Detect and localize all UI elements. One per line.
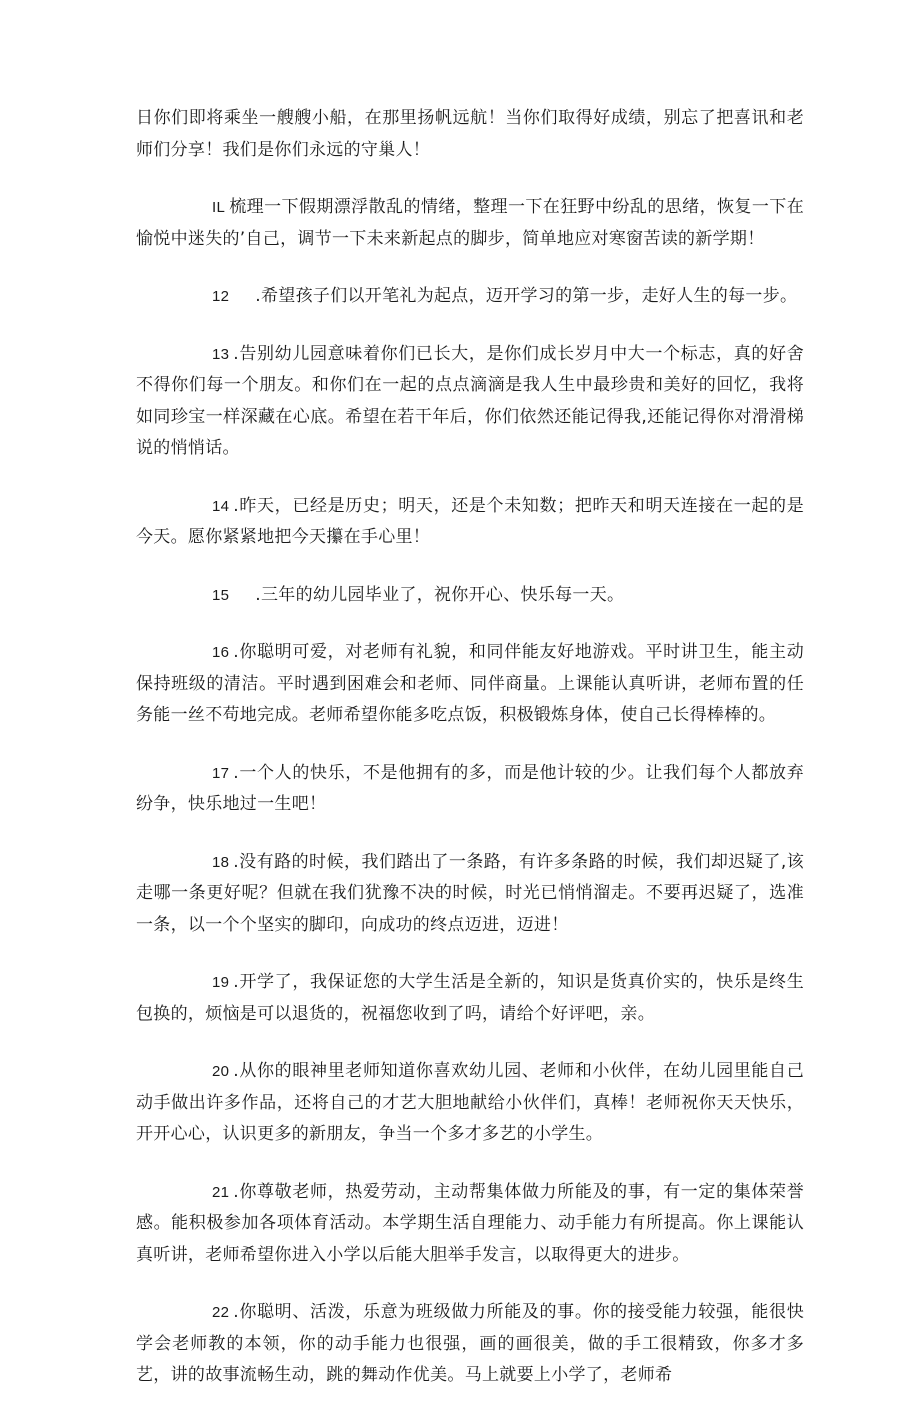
- paragraph: [136, 847, 804, 942]
- paragraph-text: 日你们即将乘坐一艘艘小船，在那里扬帆远航！当你们取得好成绩，别忘了把喜讯和老师们分享！我们是你们永远的守巢人！: [136, 108, 804, 160]
- paragraph: [136, 103, 804, 166]
- paragraph-text: .从你的眼神里老师知道你喜欢幼儿园、老师和小伙伴，在幼儿园里能自己动手做出许多作品，还将自己的才艺大胆地献给小伙伴们，真棒！老师祝你天天快乐，开开心心，认识更多的新朋友，争当一个多才多艺的小学生。: [136, 1061, 804, 1144]
- paragraph-number: 19: [212, 974, 230, 991]
- paragraph: [136, 281, 804, 313]
- paragraph: [136, 1297, 804, 1392]
- paragraph-number: 17: [212, 764, 230, 782]
- paragraph-text: .一个人的快乐，不是他拥有的多，而是他计较的少。让我们每个人都放弃纷争，快乐地过一生吧！: [136, 762, 804, 814]
- paragraph-text: .开学了，我保证您的大学生活是全新的，知识是货真价实的，快乐是终生包换的，烦恼是可以退货的，祝福您收到了吗，请给个好评吧，亲。: [136, 972, 804, 1024]
- paragraph: [136, 491, 804, 554]
- paragraph: [136, 758, 804, 821]
- paragraph-text: .希望孩子们以开笔礼为起点，迈开学习的第一步，走好人生的每一步。: [255, 286, 798, 306]
- paragraph-number: 22: [212, 1304, 230, 1321]
- paragraph-number: 14: [212, 497, 230, 515]
- paragraph-number: IL: [212, 199, 226, 216]
- paragraph-text: .你聪明可爱，对老师有礼貌，和同伴能友好地游戏。平时讲卫生，能主动保持班级的清洁。平时遇到困难会和老师、同伴商量。上课能认真听讲，老师布置的任务能一丝不苟地完成。老师希望你能多吃点饭，积极锻炼身体，使自己长得棒棒的。: [136, 642, 804, 725]
- paragraph: [136, 1056, 804, 1151]
- paragraph-text: .告别幼儿园意味着你们已长大，是你们成长岁月中大一个标志，真的好舍不得你们每一个朋友。和你们在一起的点点滴滴是我人生中最珍贵和美好的回忆，我将如同珍宝一样深藏在心底。希望在若干年后，你们依然还能记得我,还能记得你对滑滑梯说的悄悄话。: [136, 343, 804, 458]
- document-body: [136, 103, 804, 1418]
- paragraph-text: .三年的幼儿园毕业了，祝你开心、快乐每一天。: [255, 584, 625, 605]
- paragraph: [136, 339, 804, 465]
- paragraph-text: .你尊敬老师，热爱劳动，主动帮集体做力所能及的事，有一定的集体荣誉感。能积极参加各项体育活动。本学期生活自理能力、动手能力有所提高。你上课能认真听讲，老师希望你进入小学以后能大胆举手发言，以取得更大的进步。: [136, 1181, 804, 1265]
- paragraph-number: 16: [212, 644, 230, 661]
- paragraph-number: 20: [212, 1063, 230, 1080]
- paragraph-number: 21: [212, 1183, 230, 1201]
- paragraph-text: .昨天，已经是历史；明天，还是个未知数；把昨天和明天连接在一起的是今天。愿你紧紧地把今天攥在手心里！: [136, 495, 804, 547]
- paragraph-text: .没有路的时候，我们踏出了一条路，有许多条路的时候，我们却迟疑了,该走哪一条更好呢？但就在我们犹豫不决的时候，时光已悄悄溜走。不要再迟疑了，选准一条，以一个个坚实的脚印，向成功的终点迈进，迈进！: [136, 851, 804, 935]
- paragraph: [136, 967, 804, 1030]
- paragraph-number: 18: [212, 853, 230, 871]
- paragraph-number: 13: [212, 345, 230, 363]
- paragraph: [136, 192, 804, 255]
- paragraph: [136, 637, 804, 732]
- paragraph-text: .你聪明、活泼，乐意为班级做力所能及的事。你的接受能力较强，能很快学会老师教的本领，你的动手能力也很强，画的画很美，做的手工很精致，你多才多艺，讲的故事流畅生动，跳的舞动作优美。马上就要上小学了，老师希: [136, 1302, 804, 1385]
- paragraph: [136, 580, 804, 612]
- paragraph-text: 梳理一下假期漂浮散乱的情绪，整理一下在狂野中纷乱的思绪，恢复一下在愉悦中迷失的’自己，调节一下未来新起点的脚步，简单地应对寒窗苦读的新学期！: [136, 197, 804, 249]
- paragraph-number: 15: [212, 586, 230, 604]
- paragraph-number: 12: [212, 288, 230, 305]
- paragraph: [136, 1177, 804, 1272]
